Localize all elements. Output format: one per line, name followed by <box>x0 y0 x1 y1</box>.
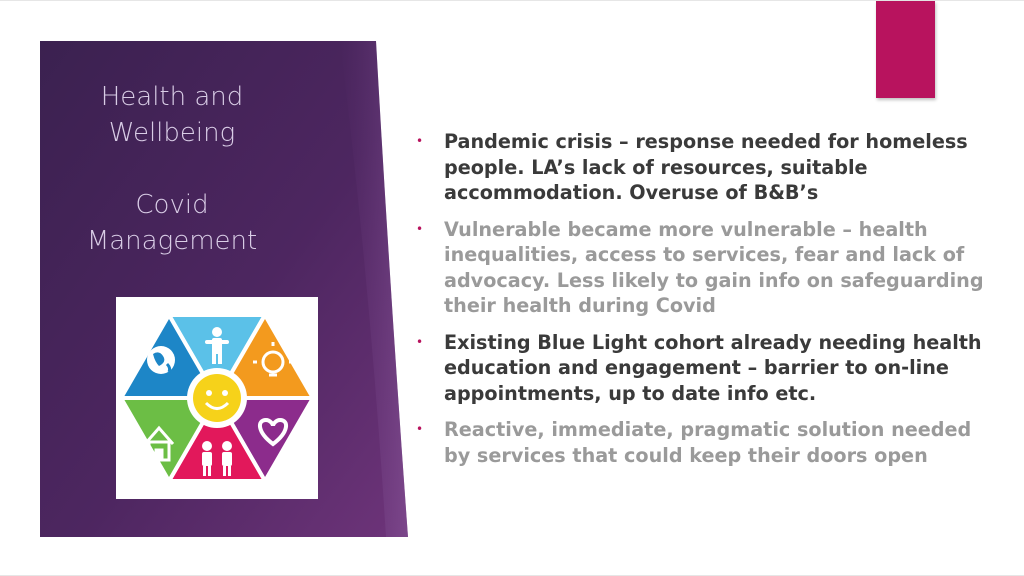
bullet-list <box>412 129 1002 479</box>
wheel-graphic <box>116 297 318 499</box>
bullet-item <box>412 417 1002 468</box>
subtitle-line: Management <box>86 226 258 256</box>
bullet-text: Vulnerable became more vulnerable – health inequalities, access to services, fear and lack of advocacy. Less likely to gain info on safeguarding their health during Covid <box>444 217 984 317</box>
subtitle-line: Covid <box>135 190 209 220</box>
globe-icon <box>147 346 175 374</box>
title-line: Wellbeing <box>108 118 236 148</box>
slide-title <box>54 79 290 259</box>
bullet-item <box>412 217 1002 319</box>
bullet-text: Existing Blue Light cohort already needing health education and engagement – barrier to on-line appointments, up to date info etc. <box>444 330 982 405</box>
title-line: Health and <box>100 82 244 112</box>
bullet-item <box>412 129 1002 206</box>
bullet-marker: • <box>416 422 424 436</box>
bullet-marker: • <box>416 334 424 349</box>
bullet-text: Reactive, immediate, pragmatic solution needed by services that could keep their doors open <box>444 418 972 467</box>
smiley-icon <box>193 374 241 422</box>
wellbeing-wheel-logo <box>116 297 318 499</box>
bullet-marker: • <box>416 221 424 236</box>
bullet-marker: • <box>416 134 424 148</box>
bullet-item <box>412 330 1002 407</box>
bullet-text: Pandemic crisis – response needed for homeless people. LA’s lack of resources, suitable accommodation. Overuse of B&B’s <box>444 130 968 204</box>
accent-bar <box>876 1 935 98</box>
